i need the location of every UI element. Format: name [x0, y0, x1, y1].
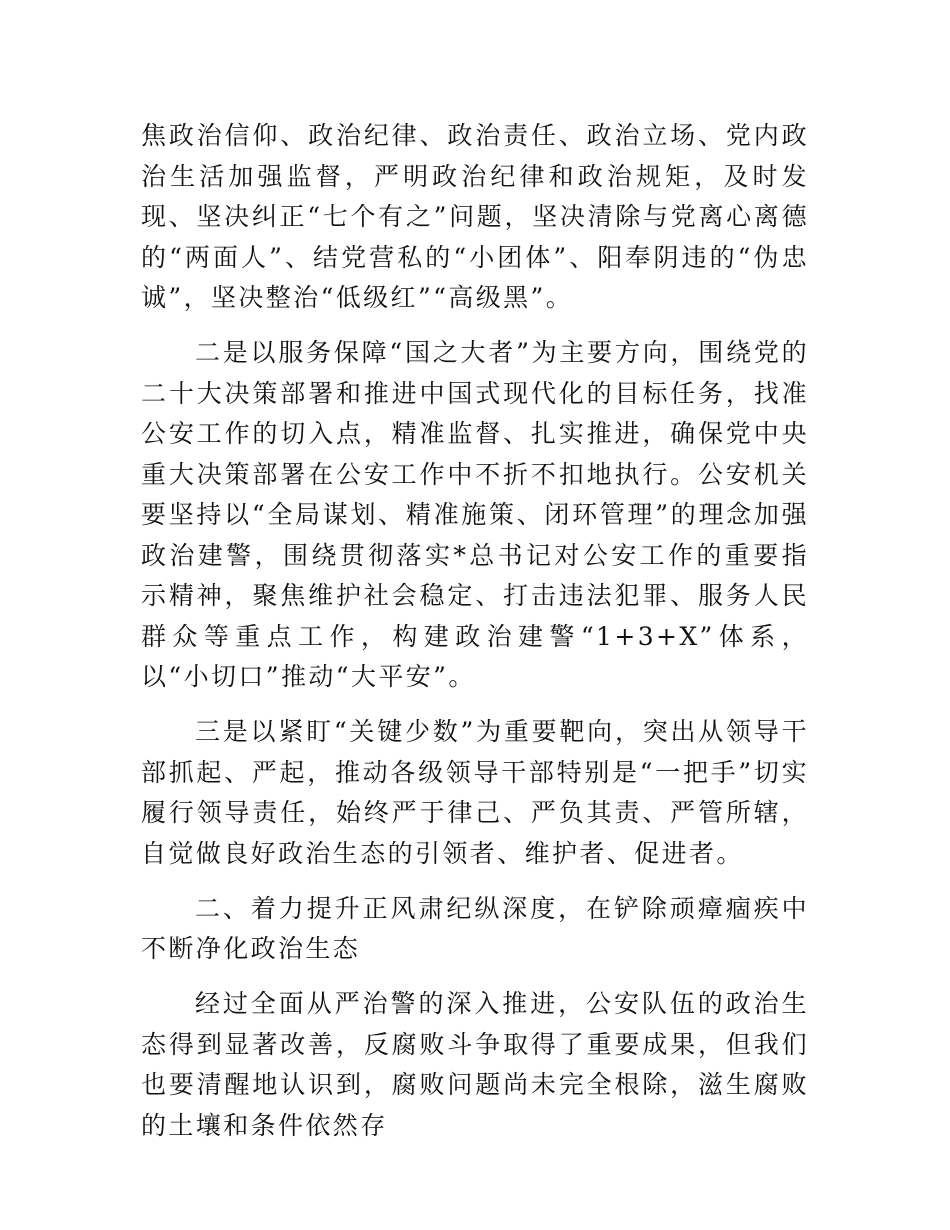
paragraph-point-two: 二是以服务保障“国之大者”为主要方向，围绕党的二十大决策部署和推进中国式现代化的目标任务，找准公安工作的切入点，精准监督、扎实推进，确保党中央重大决策部署在公安工作中不折不扣地执行。公安机关要坚持以“全局谋划、精准施策、闭环管理”的理念加强政治建警，围绕贯彻落实*总书记对公安工作的重要指示精神，聚焦维护社会稳定、打击违法犯罪、服务人民群众等重点工作，构建政治建警“1+3+X”体系，以“小切口”推动“大平安”。: [141, 338, 809, 691]
section-heading-two: 二、着力提升正风肃纪纵深度，在铲除顽瘴痼疾中不断净化政治生态: [141, 893, 809, 963]
document-body: [141, 116, 809, 1161]
paragraph-section-two-intro: 经过全面从严治警的深入推进，公安队伍的政治生态得到显著改善，反腐败斗争取得了重要成果，但我们也要清醒地认识到，腐败问题尚未完全根除，滋生腐败的土壤和条件依然存: [141, 989, 809, 1140]
paragraph-point-three: 三是以紧盯“关键少数”为重要靶向，突出从领导干部抓起、严起，推动各级领导干部特别是“一把手”切实履行领导责任，始终严于律己、严负其责、严管所辖，自觉做良好政治生态的引领者、维护者、促进者。: [141, 717, 809, 868]
paragraph-continuation: 焦政治信仰、政治纪律、政治责任、政治立场、党内政治生活加强监督，严明政治纪律和政治规矩，及时发现、坚决纠正“七个有之”问题，坚决清除与党离心离德的“两面人”、结党营私的“小团体”、阳奉阴违的“伪忠诚”，坚决整治“低级红”“高级黑”。: [141, 121, 809, 312]
